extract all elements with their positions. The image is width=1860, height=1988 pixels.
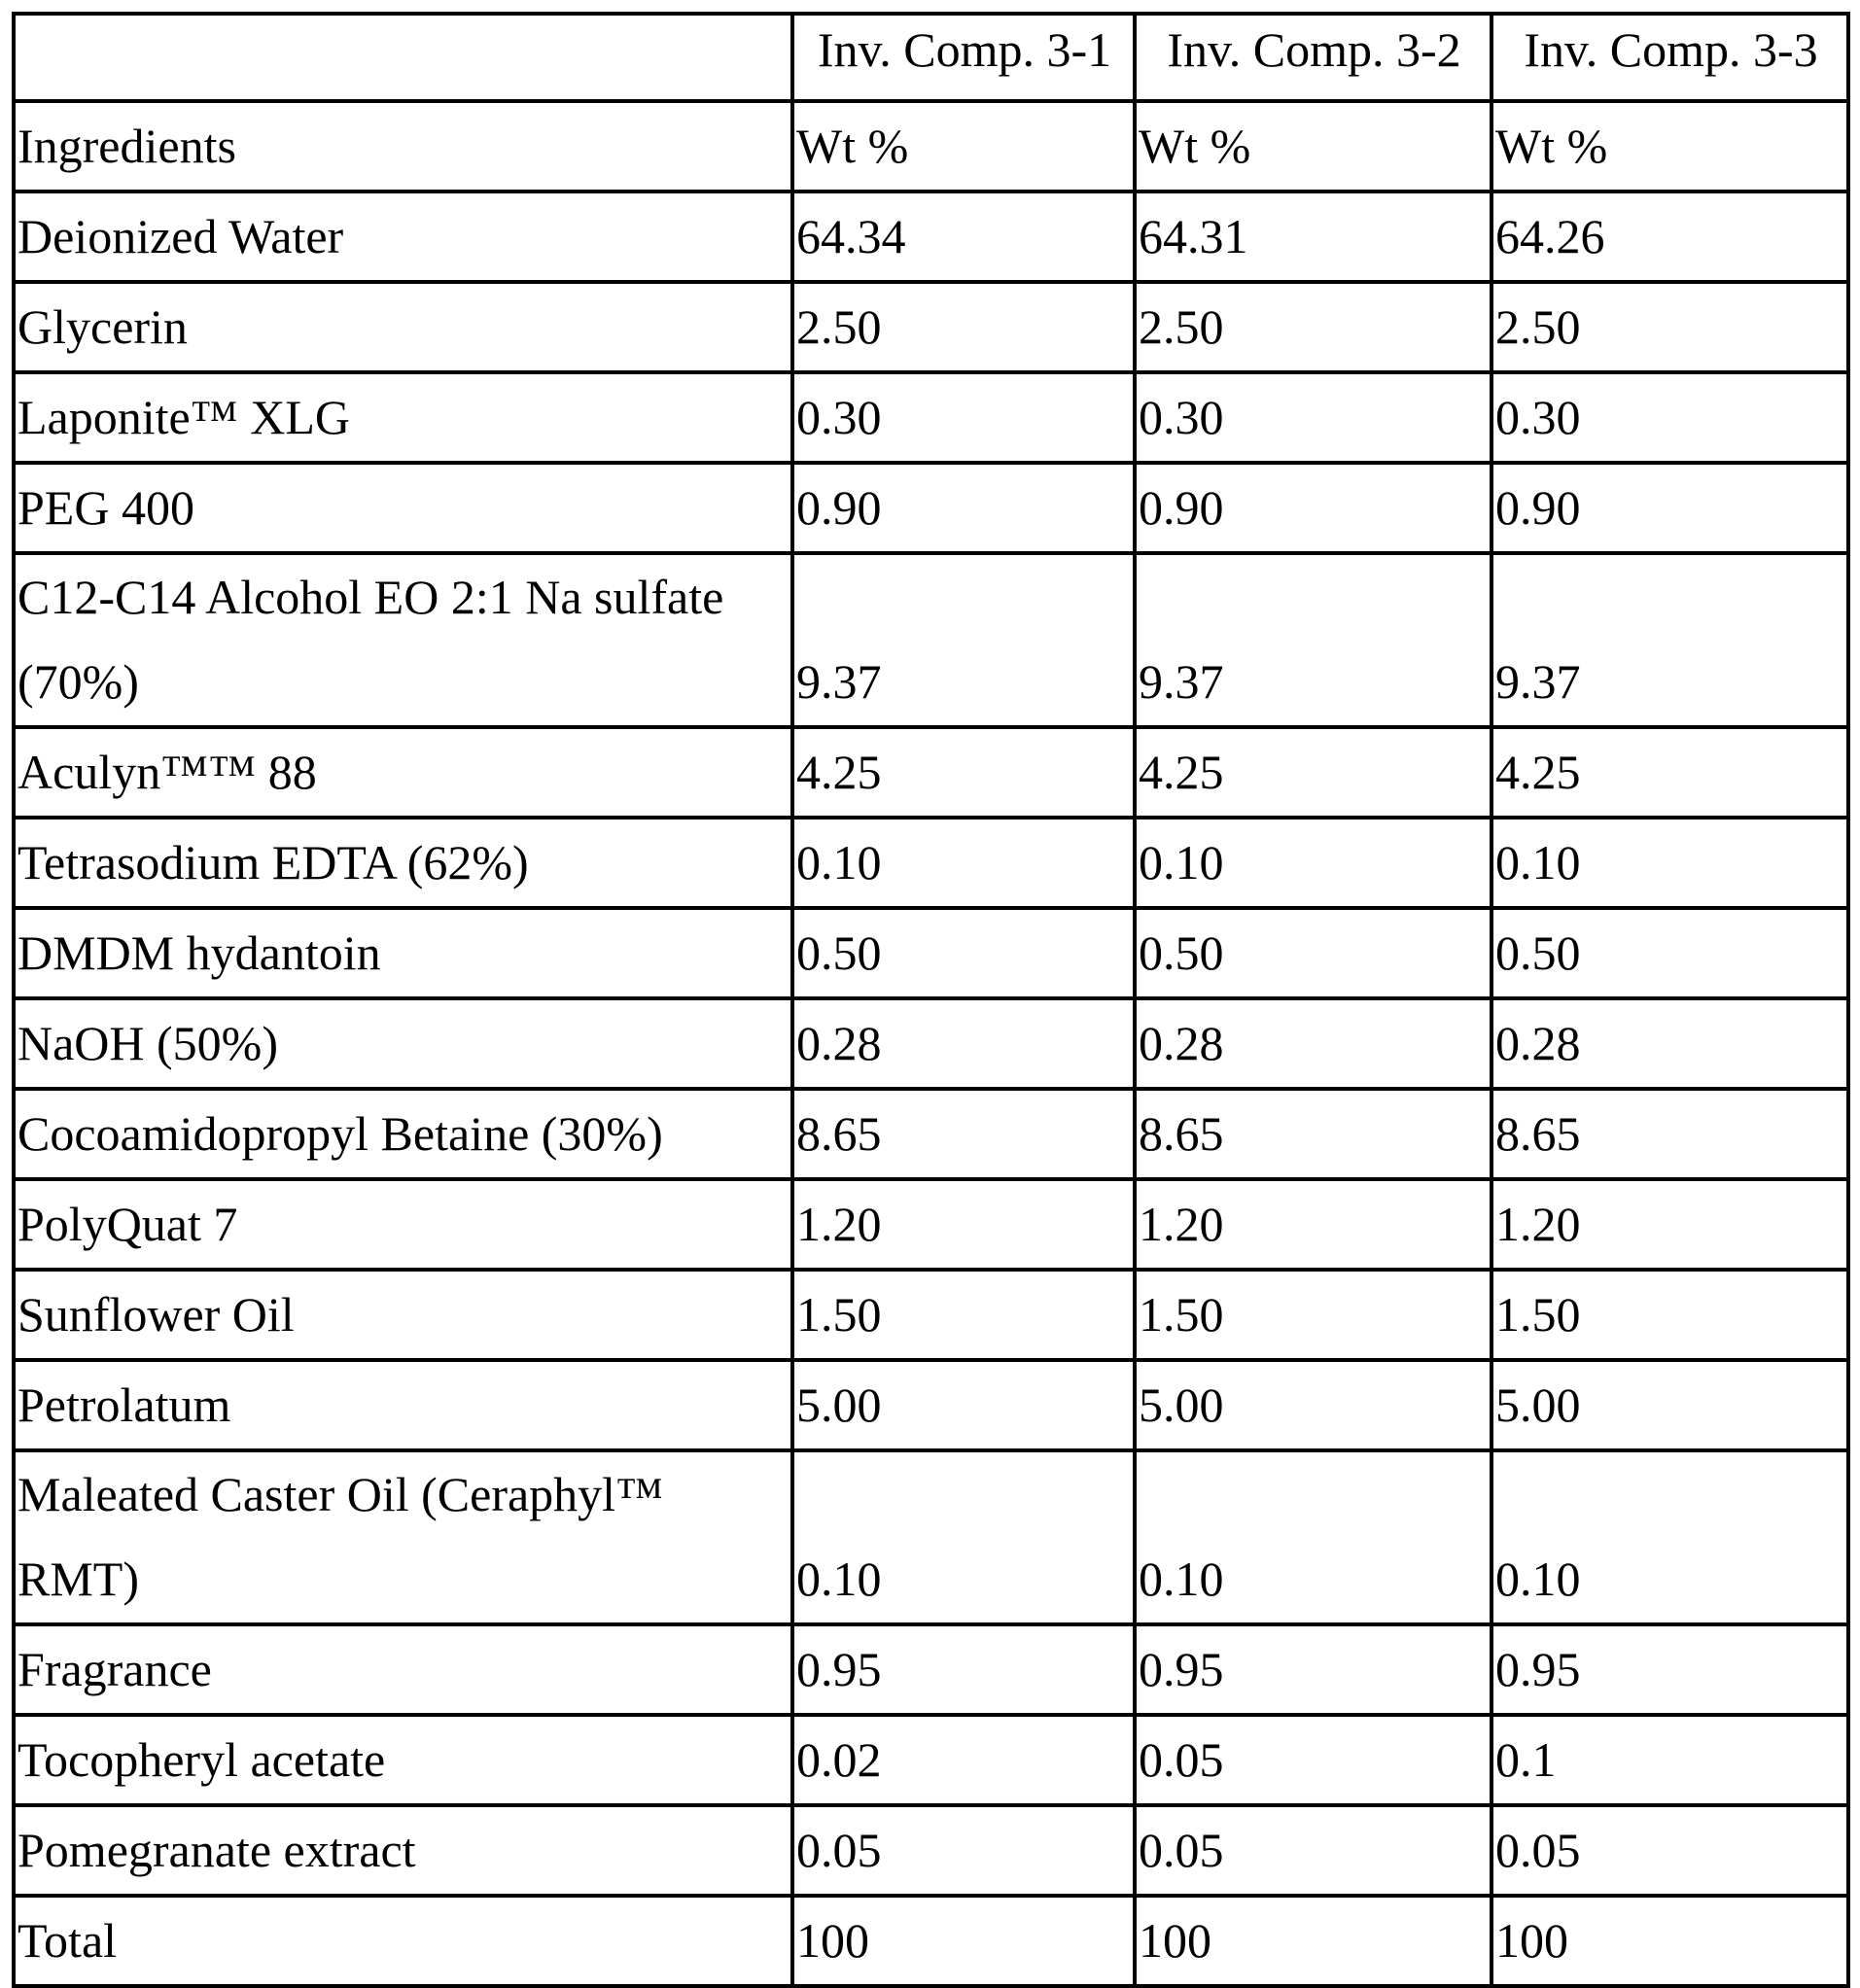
- value-cell: 0.10: [1135, 1450, 1492, 1624]
- table-row: [14, 101, 1848, 192]
- ingredient-cell: Total: [14, 1896, 792, 1986]
- ingredient-cell: Petrolatum: [14, 1360, 792, 1450]
- value-cell: 0.30: [1135, 372, 1492, 463]
- column-header: [14, 14, 792, 101]
- value-cell: 2.50: [1135, 282, 1492, 372]
- value-cell: 8.65: [792, 1089, 1135, 1179]
- value-cell: 0.90: [792, 463, 1135, 553]
- ingredient-cell: Maleated Caster Oil (Ceraphyl™ RMT): [14, 1450, 792, 1624]
- value-cell: 0.50: [1135, 908, 1492, 998]
- value-cell: 0.28: [1492, 998, 1848, 1089]
- value-cell: 0.05: [1492, 1805, 1848, 1896]
- value-cell: 0.10: [792, 818, 1135, 908]
- value-cell: 4.25: [1135, 727, 1492, 818]
- value-cell: 0.95: [1492, 1624, 1848, 1715]
- value-cell: 64.34: [792, 192, 1135, 282]
- ingredient-cell: Tocopheryl acetate: [14, 1715, 792, 1805]
- value-cell: 4.25: [1492, 727, 1848, 818]
- table-row: [14, 818, 1848, 908]
- value-cell: 0.10: [1492, 1450, 1848, 1624]
- value-cell: 64.26: [1492, 192, 1848, 282]
- ingredient-cell: Ingredients: [14, 101, 792, 192]
- value-cell: 8.65: [1135, 1089, 1492, 1179]
- table-row: [14, 1360, 1848, 1450]
- column-header: Inv. Comp. 3-1: [792, 14, 1135, 101]
- table-row: [14, 1089, 1848, 1179]
- ingredient-cell: NaOH (50%): [14, 998, 792, 1089]
- value-cell: 2.50: [1492, 282, 1848, 372]
- column-header: Inv. Comp. 3-2: [1135, 14, 1492, 101]
- value-cell: 64.31: [1135, 192, 1492, 282]
- value-cell: 0.10: [1492, 818, 1848, 908]
- table-row: [14, 1179, 1848, 1270]
- value-cell: 9.37: [792, 553, 1135, 727]
- value-cell: 5.00: [1135, 1360, 1492, 1450]
- ingredient-cell: Laponite™ XLG: [14, 372, 792, 463]
- table-row: [14, 553, 1848, 727]
- value-cell: 1.50: [1135, 1270, 1492, 1360]
- table-row: [14, 1450, 1848, 1624]
- value-cell: 0.05: [1135, 1805, 1492, 1896]
- ingredient-cell: Cocoamidopropyl Betaine (30%): [14, 1089, 792, 1179]
- ingredient-cell: Deionized Water: [14, 192, 792, 282]
- ingredient-cell: DMDM hydantoin: [14, 908, 792, 998]
- ingredient-cell: Glycerin: [14, 282, 792, 372]
- value-cell: 0.28: [1135, 998, 1492, 1089]
- table-row: [14, 282, 1848, 372]
- ingredient-cell: Tetrasodium EDTA (62%): [14, 818, 792, 908]
- value-cell: 100: [1492, 1896, 1848, 1986]
- value-cell: Wt %: [1135, 101, 1492, 192]
- table-row: [14, 998, 1848, 1089]
- value-cell: 9.37: [1135, 553, 1492, 727]
- ingredient-cell: Sunflower Oil: [14, 1270, 792, 1360]
- ingredient-cell: C12-C14 Alcohol EO 2:1 Na sulfate (70%): [14, 553, 792, 727]
- formulation-table: [12, 12, 1850, 1988]
- value-cell: 0.95: [792, 1624, 1135, 1715]
- value-cell: 0.10: [792, 1450, 1135, 1624]
- ingredient-cell: Aculyn™™ 88: [14, 727, 792, 818]
- value-cell: 1.20: [1492, 1179, 1848, 1270]
- table-row: [14, 727, 1848, 818]
- value-cell: 9.37: [1492, 553, 1848, 727]
- value-cell: 0.02: [792, 1715, 1135, 1805]
- value-cell: 0.28: [792, 998, 1135, 1089]
- table-row: [14, 463, 1848, 553]
- value-cell: 0.10: [1135, 818, 1492, 908]
- value-cell: 4.25: [792, 727, 1135, 818]
- table-row: [14, 192, 1848, 282]
- value-cell: 0.50: [792, 908, 1135, 998]
- value-cell: 100: [1135, 1896, 1492, 1986]
- table-row: [14, 1270, 1848, 1360]
- table-row: [14, 1715, 1848, 1805]
- value-cell: 1.20: [1135, 1179, 1492, 1270]
- header-row: [14, 14, 1848, 101]
- table-row: [14, 908, 1848, 998]
- ingredient-cell: Fragrance: [14, 1624, 792, 1715]
- value-cell: 8.65: [1492, 1089, 1848, 1179]
- value-cell: 1.50: [792, 1270, 1135, 1360]
- value-cell: 0.05: [1135, 1715, 1492, 1805]
- value-cell: 0.05: [792, 1805, 1135, 1896]
- value-cell: 0.95: [1135, 1624, 1492, 1715]
- value-cell: 5.00: [792, 1360, 1135, 1450]
- ingredient-cell: PolyQuat 7: [14, 1179, 792, 1270]
- table-row: [14, 1896, 1848, 1986]
- table-row: [14, 1624, 1848, 1715]
- value-cell: 0.30: [1492, 372, 1848, 463]
- value-cell: 2.50: [792, 282, 1135, 372]
- ingredient-cell: PEG 400: [14, 463, 792, 553]
- value-cell: 5.00: [1492, 1360, 1848, 1450]
- value-cell: 0.90: [1492, 463, 1848, 553]
- value-cell: 1.50: [1492, 1270, 1848, 1360]
- value-cell: Wt %: [792, 101, 1135, 192]
- value-cell: 0.90: [1135, 463, 1492, 553]
- column-header: Inv. Comp. 3-3: [1492, 14, 1848, 101]
- value-cell: 0.1: [1492, 1715, 1848, 1805]
- table-row: [14, 372, 1848, 463]
- value-cell: 0.50: [1492, 908, 1848, 998]
- ingredient-cell: Pomegranate extract: [14, 1805, 792, 1896]
- value-cell: 100: [792, 1896, 1135, 1986]
- value-cell: Wt %: [1492, 101, 1848, 192]
- table-row: [14, 1805, 1848, 1896]
- value-cell: 1.20: [792, 1179, 1135, 1270]
- value-cell: 0.30: [792, 372, 1135, 463]
